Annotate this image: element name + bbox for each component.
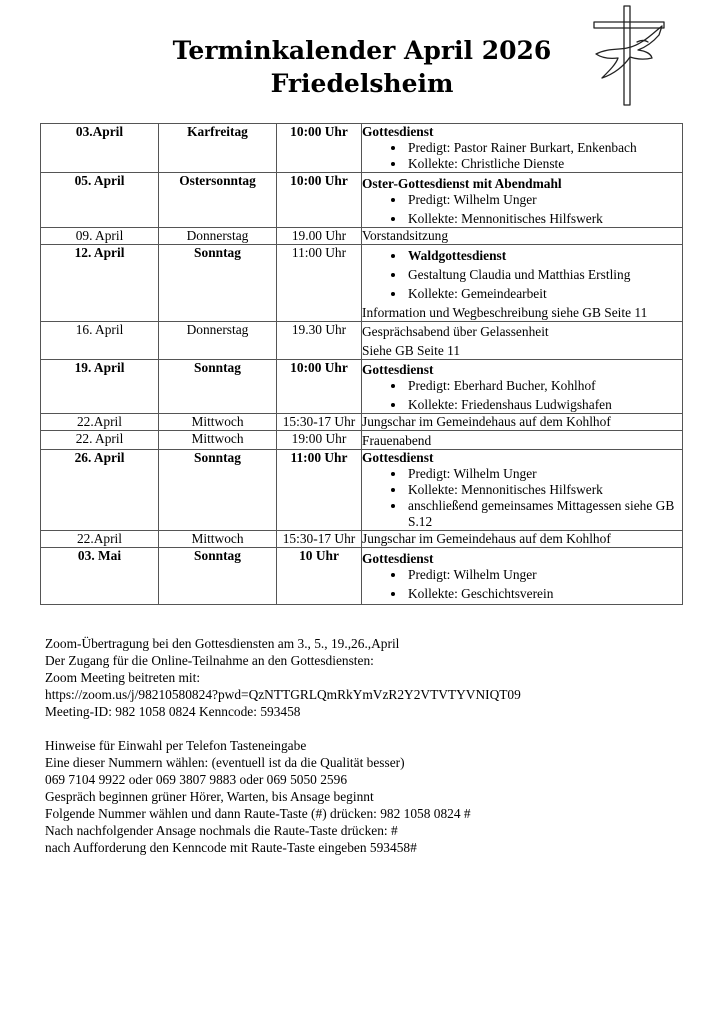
event-date: 26. April — [41, 450, 159, 531]
event-description — [362, 431, 683, 450]
phone-line: Folgende Nummer wählen und dann Raute-Taste (#) drücken: 982 1058 0824 # — [45, 806, 471, 821]
event-date: 05. April — [41, 173, 159, 228]
event-time: 10:00 Uhr — [277, 360, 362, 414]
event-weekday: Karfreitag — [159, 124, 277, 173]
event-title: Gottesdienst — [362, 551, 434, 566]
event-time: 11:00 Uhr — [277, 450, 362, 531]
phone-line: Nach nachfolgender Ansage nochmals die Raute-Taste drücken: # — [45, 823, 398, 838]
event-weekday: Donnerstag — [159, 322, 277, 360]
zoom-line: Zoom Meeting beitreten mit: — [45, 670, 201, 685]
list-item: • Predigt: Wilhelm Unger — [406, 192, 682, 208]
phone-line: Eine dieser Nummern wählen: (eventuell ist da die Qualität besser) — [45, 755, 405, 770]
list-item: • Kollekte: Mennonitisches Hilfswerk — [406, 482, 682, 498]
event-bullets — [362, 192, 682, 227]
zoom-link[interactable]: https://zoom.us/j/98210580824?pwd=QzNTTGRLQmRkYmVzR2Y2VTVTYVNIQT09 — [45, 687, 521, 702]
event-time: 10:00 Uhr — [277, 124, 362, 173]
list-item: • Kollekte: Gemeindearbeit — [406, 286, 682, 302]
event-title: Jungschar im Gemeindehaus auf dem Kohlhof — [362, 414, 611, 429]
event-time: 10 Uhr — [277, 548, 362, 605]
event-title: Gottesdienst — [362, 362, 434, 377]
event-weekday: Sonntag — [159, 245, 277, 322]
event-title: Jungschar im Gemeindehaus auf dem Kohlhof — [362, 531, 611, 546]
phone-line: Hinweise für Einwahl per Telefon Tasteneingabe — [45, 738, 307, 753]
event-description — [362, 245, 683, 322]
event-description — [362, 173, 683, 228]
event-time: 10:00 Uhr — [277, 173, 362, 228]
event-bullets — [362, 245, 682, 302]
event-title: Gottesdienst — [362, 124, 434, 139]
event-time: 15:30-17 Uhr — [277, 531, 362, 548]
event-description — [362, 228, 683, 245]
event-weekday: Mittwoch — [159, 431, 277, 450]
table-row — [41, 245, 683, 322]
list-item: • Kollekte: Geschichtsverein — [406, 586, 682, 602]
list-item: • Kollekte: Christliche Dienste — [406, 156, 682, 172]
list-item: • Predigt: Eberhard Bucher, Kohlhof — [406, 378, 682, 394]
table-row — [41, 124, 683, 173]
event-weekday: Donnerstag — [159, 228, 277, 245]
event-description — [362, 531, 683, 548]
event-description — [362, 450, 683, 531]
event-date: 22. April — [41, 431, 159, 450]
event-time: 19:00 Uhr — [277, 431, 362, 450]
phone-line: nach Aufforderung den Kenncode mit Raute-Taste eingeben 593458# — [45, 840, 417, 855]
event-note: Information und Wegbeschreibung siehe GB Seite 11 — [362, 305, 648, 320]
event-date: 12. April — [41, 245, 159, 322]
dove-cross-icon — [590, 2, 668, 108]
list-item: • Kollekte: Mennonitisches Hilfswerk — [406, 211, 682, 227]
table-row — [41, 228, 683, 245]
event-title: Vorstandsitzung — [362, 228, 449, 243]
title-line-1: Terminkalender April 2026 — [172, 36, 552, 65]
event-date: 22.April — [41, 414, 159, 431]
event-date: 19. April — [41, 360, 159, 414]
event-date: 03. Mai — [41, 548, 159, 605]
event-date: 03.April — [41, 124, 159, 173]
table-row — [41, 173, 683, 228]
event-time: 11:00 Uhr — [277, 245, 362, 322]
event-bullets — [362, 567, 682, 604]
event-date: 22.April — [41, 531, 159, 548]
phone-line: 069 7104 9922 oder 069 3807 9883 oder 069 5050 2596 — [45, 772, 348, 787]
event-note: Siehe GB Seite 11 — [362, 343, 461, 358]
event-time: 19.00 Uhr — [277, 228, 362, 245]
event-weekday: Mittwoch — [159, 414, 277, 431]
event-date: 16. April — [41, 322, 159, 360]
table-row — [41, 450, 683, 531]
list-item: • Waldgottesdienst — [406, 248, 682, 264]
event-weekday: Sonntag — [159, 548, 277, 605]
table-row — [41, 531, 683, 548]
table-row — [41, 360, 683, 414]
table-row — [41, 548, 683, 605]
event-title: Gottesdienst — [362, 450, 434, 465]
event-calendar-table — [40, 123, 683, 605]
list-item: • Predigt: Pastor Rainer Burkart, Enkenbach — [406, 140, 682, 156]
list-item: • Gestaltung Claudia und Matthias Erstling — [406, 267, 682, 283]
table-row — [41, 431, 683, 450]
zoom-line: Der Zugang für die Online-Teilnahme an den Gottesdiensten: — [45, 653, 374, 668]
zoom-line: Meeting-ID: 982 1058 0824 Kenncode: 593458 — [45, 704, 301, 719]
event-time: 19.30 Uhr — [277, 322, 362, 360]
phone-line: Gespräch beginnen grüner Hörer, Warten, bis Ansage beginnt — [45, 789, 374, 804]
event-weekday: Sonntag — [159, 450, 277, 531]
event-title: Gesprächsabend über Gelassenheit — [362, 324, 549, 339]
event-date: 09. April — [41, 228, 159, 245]
event-weekday: Ostersonntag — [159, 173, 277, 228]
event-title: Frauenabend — [362, 433, 432, 448]
event-bullets — [362, 140, 682, 172]
event-description — [362, 124, 683, 173]
zoom-line: Zoom-Übertragung bei den Gottesdiensten am 3., 5., 19.,26.,April — [45, 636, 400, 651]
table-row — [41, 414, 683, 431]
event-description — [362, 322, 683, 360]
list-item: • anschließend gemeinsames Mittagessen siehe GB S.12 — [406, 498, 682, 530]
event-weekday: Mittwoch — [159, 531, 277, 548]
list-item: • Predigt: Wilhelm Unger — [406, 567, 682, 583]
event-title: Oster-Gottesdienst mit Abendmahl — [362, 176, 562, 191]
event-weekday: Sonntag — [159, 360, 277, 414]
event-description — [362, 414, 683, 431]
title-line-2: Friedelsheim — [270, 69, 454, 98]
event-bullets — [362, 466, 682, 530]
table-row — [41, 322, 683, 360]
event-description — [362, 360, 683, 414]
event-time: 15:30-17 Uhr — [277, 414, 362, 431]
event-description — [362, 548, 683, 605]
list-item: • Predigt: Wilhelm Unger — [406, 466, 682, 482]
list-item: • Kollekte: Friedenshaus Ludwigshafen — [406, 397, 682, 413]
zoom-info — [45, 635, 685, 856]
spacer — [45, 720, 685, 737]
event-bullets — [362, 378, 682, 413]
